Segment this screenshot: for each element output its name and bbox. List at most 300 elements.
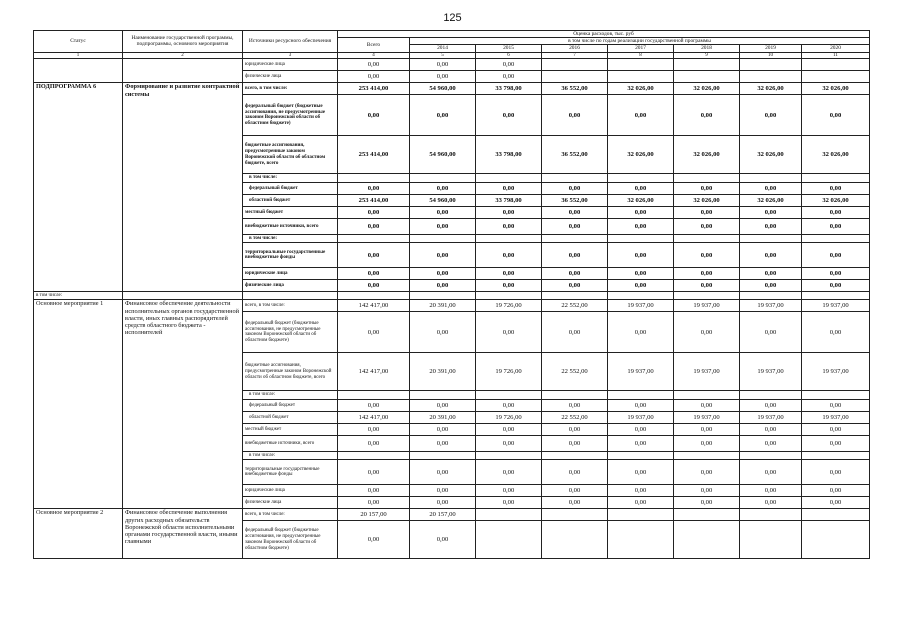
value-cell: 0,00 (802, 243, 870, 268)
value-cell: 20 391,00 (410, 300, 476, 312)
value-cell: 0,00 (802, 424, 870, 436)
value-cell: 0,00 (542, 183, 608, 195)
header-year: 2018 (674, 45, 740, 52)
value-cell: 0,00 (476, 485, 542, 497)
table-row (34, 71, 870, 83)
value-cell: 32 026,00 (802, 136, 870, 174)
value-cell (542, 509, 608, 521)
value-cell (338, 452, 410, 460)
value-cell (802, 521, 870, 559)
header-year: 2019 (740, 45, 802, 52)
empty-cell (740, 292, 802, 300)
value-cell: 22 552,00 (542, 353, 608, 391)
column-index: 4 (338, 52, 410, 59)
value-cell: 0,00 (338, 436, 410, 452)
value-cell: 0,00 (674, 183, 740, 195)
value-cell: 0,00 (338, 95, 410, 136)
value-cell: 32 026,00 (674, 136, 740, 174)
value-cell: 22 552,00 (542, 412, 608, 424)
value-cell (476, 235, 542, 243)
value-cell: 0,00 (802, 207, 870, 219)
status-cell: Основное мероприятие 1 (34, 300, 123, 509)
source-label: всего, в том числе: (243, 509, 338, 521)
value-cell: 0,00 (338, 312, 410, 353)
value-cell: 0,00 (476, 71, 542, 83)
value-cell: 0,00 (542, 436, 608, 452)
value-cell: 19 937,00 (740, 353, 802, 391)
source-label: всего, в том числе: (243, 83, 338, 95)
value-cell (476, 391, 542, 400)
table-row (34, 59, 870, 71)
source-label: внебюджетные источники, всего (243, 219, 338, 235)
value-cell (542, 521, 608, 559)
source-label: местный бюджет (243, 207, 338, 219)
value-cell: 0,00 (410, 183, 476, 195)
value-cell: 20 157,00 (338, 509, 410, 521)
value-cell: 0,00 (542, 95, 608, 136)
value-cell: 20 391,00 (410, 353, 476, 391)
value-cell (476, 452, 542, 460)
status-cell: Основное мероприятие 2 (34, 509, 123, 559)
value-cell: 0,00 (674, 497, 740, 509)
value-cell (542, 235, 608, 243)
value-cell (674, 521, 740, 559)
value-cell (740, 391, 802, 400)
value-cell (410, 235, 476, 243)
value-cell: 0,00 (338, 521, 410, 559)
value-cell: 0,00 (476, 207, 542, 219)
header-year: 2016 (542, 45, 608, 52)
value-cell: 0,00 (476, 95, 542, 136)
value-cell (674, 452, 740, 460)
column-index: 7 (542, 52, 608, 59)
source-label: внебюджетные источники, всего (243, 436, 338, 452)
value-cell: 0,00 (542, 485, 608, 497)
source-label: в том числе: (243, 174, 338, 183)
column-index: 9 (674, 52, 740, 59)
value-cell: 0,00 (802, 312, 870, 353)
value-cell: 0,00 (740, 207, 802, 219)
empty-cell (338, 292, 410, 300)
value-cell: 32 026,00 (740, 195, 802, 207)
value-cell: 0,00 (740, 280, 802, 292)
value-cell: 0,00 (410, 95, 476, 136)
value-cell (542, 174, 608, 183)
value-cell (608, 452, 674, 460)
source-label: физические лица (243, 280, 338, 292)
value-cell: 0,00 (674, 485, 740, 497)
value-cell: 0,00 (476, 183, 542, 195)
value-cell: 0,00 (674, 268, 740, 280)
value-cell (674, 235, 740, 243)
value-cell: 0,00 (542, 497, 608, 509)
table-header (34, 31, 870, 59)
empty-cell (243, 292, 338, 300)
value-cell: 0,00 (802, 400, 870, 412)
value-cell: 0,00 (608, 460, 674, 485)
value-cell: 32 026,00 (802, 195, 870, 207)
value-cell: 19 937,00 (740, 300, 802, 312)
header-status: Статус (34, 31, 123, 53)
value-cell: 0,00 (674, 219, 740, 235)
value-cell: 20 157,00 (410, 509, 476, 521)
value-cell: 0,00 (410, 280, 476, 292)
value-cell: 0,00 (338, 207, 410, 219)
value-cell: 19 937,00 (802, 353, 870, 391)
header-total: Всего (338, 38, 410, 52)
value-cell: 33 798,00 (476, 136, 542, 174)
source-label: юридические лица (243, 485, 338, 497)
value-cell (674, 174, 740, 183)
value-cell: 0,00 (542, 400, 608, 412)
budget-table (33, 30, 870, 559)
column-index: 10 (740, 52, 802, 59)
value-cell: 32 026,00 (674, 83, 740, 95)
value-cell: 20 391,00 (410, 412, 476, 424)
value-cell: 33 798,00 (476, 83, 542, 95)
value-cell: 0,00 (410, 59, 476, 71)
header-program-name: Наименование государственной программы, подпрограммы, основного мероприятия (123, 31, 243, 53)
in-total-label: в том числе: (34, 292, 123, 300)
column-index: 1 (34, 52, 123, 59)
value-cell: 0,00 (542, 460, 608, 485)
value-cell: 0,00 (338, 59, 410, 71)
value-cell: 0,00 (542, 219, 608, 235)
source-label: бюджетные ассигнования, предусмотренные законом Воронежской области об областном бюджете, всего (243, 136, 338, 174)
value-cell: 0,00 (338, 497, 410, 509)
value-cell (802, 391, 870, 400)
value-cell: 0,00 (740, 312, 802, 353)
value-cell: 0,00 (542, 312, 608, 353)
column-index: 11 (802, 52, 870, 59)
value-cell: 0,00 (608, 424, 674, 436)
header-sources: Источники ресурсного обеспечения (243, 31, 338, 53)
source-label: федеральный бюджет (243, 183, 338, 195)
value-cell: 0,00 (476, 268, 542, 280)
value-cell: 0,00 (410, 219, 476, 235)
value-cell: 19 937,00 (674, 412, 740, 424)
value-cell: 0,00 (674, 243, 740, 268)
value-cell: 0,00 (802, 460, 870, 485)
value-cell: 32 026,00 (674, 195, 740, 207)
value-cell: 0,00 (476, 280, 542, 292)
value-cell: 0,00 (740, 243, 802, 268)
value-cell: 0,00 (608, 183, 674, 195)
value-cell (740, 235, 802, 243)
value-cell: 36 552,00 (542, 136, 608, 174)
value-cell (674, 71, 740, 83)
value-cell (608, 509, 674, 521)
value-cell (410, 391, 476, 400)
table-row (34, 509, 870, 521)
value-cell: 0,00 (740, 460, 802, 485)
value-cell: 0,00 (740, 219, 802, 235)
value-cell: 0,00 (740, 268, 802, 280)
empty-cell (410, 292, 476, 300)
value-cell: 19 726,00 (476, 300, 542, 312)
value-cell (740, 71, 802, 83)
value-cell (410, 174, 476, 183)
status-cell: ПОДПРОГРАММА 6 (34, 83, 123, 292)
value-cell: 0,00 (608, 280, 674, 292)
value-cell: 0,00 (740, 485, 802, 497)
status-cell (34, 71, 123, 83)
value-cell: 0,00 (674, 95, 740, 136)
empty-cell (802, 292, 870, 300)
program-name-cell: Формирование и развитие контрактной системы (123, 83, 243, 292)
name-cell (123, 59, 243, 71)
value-cell: 0,00 (608, 219, 674, 235)
value-cell (476, 521, 542, 559)
source-label: федеральный бюджет (243, 400, 338, 412)
column-index: 5 (410, 52, 476, 59)
value-cell: 32 026,00 (608, 195, 674, 207)
program-name-cell: Финансовое обеспечение деятельности исполнительных органов государственной власти, иных главных распорядителей средств областного бюджета - исполнителей (123, 300, 243, 509)
value-cell: 36 552,00 (542, 195, 608, 207)
value-cell (802, 71, 870, 83)
value-cell: 32 026,00 (740, 136, 802, 174)
value-cell (410, 452, 476, 460)
source-label: местный бюджет (243, 424, 338, 436)
value-cell: 0,00 (608, 485, 674, 497)
column-index: 8 (608, 52, 674, 59)
table-row (34, 300, 870, 312)
value-cell: 0,00 (476, 424, 542, 436)
name-cell (123, 71, 243, 83)
value-cell: 0,00 (542, 424, 608, 436)
value-cell: 0,00 (338, 183, 410, 195)
value-cell: 22 552,00 (542, 300, 608, 312)
column-index: 3 (243, 52, 338, 59)
value-cell: 0,00 (542, 280, 608, 292)
value-cell: 0,00 (802, 95, 870, 136)
value-cell: 0,00 (674, 280, 740, 292)
source-label: юридические лица (243, 268, 338, 280)
value-cell: 0,00 (476, 219, 542, 235)
value-cell (476, 174, 542, 183)
value-cell (338, 391, 410, 400)
value-cell: 32 026,00 (608, 83, 674, 95)
value-cell: 32 026,00 (608, 136, 674, 174)
value-cell (608, 391, 674, 400)
value-cell: 0,00 (476, 59, 542, 71)
value-cell (608, 521, 674, 559)
value-cell: 19 726,00 (476, 353, 542, 391)
value-cell: 0,00 (410, 521, 476, 559)
value-cell: 0,00 (674, 424, 740, 436)
value-cell: 0,00 (410, 207, 476, 219)
value-cell (476, 509, 542, 521)
value-cell (802, 174, 870, 183)
value-cell: 0,00 (802, 485, 870, 497)
value-cell: 0,00 (410, 460, 476, 485)
source-label: областной бюджет (243, 195, 338, 207)
value-cell: 0,00 (338, 485, 410, 497)
empty-cell (123, 292, 243, 300)
value-cell: 32 026,00 (740, 83, 802, 95)
value-cell: 0,00 (410, 268, 476, 280)
source-label: территориальные государственные внебюджетные фонды (243, 460, 338, 485)
source-label: федеральный бюджет (бюджетные ассигнования, не предусмотренные законом Воронежской области об областном бюджете) (243, 521, 338, 559)
value-cell: 0,00 (608, 436, 674, 452)
value-cell: 36 552,00 (542, 83, 608, 95)
source-label: физические лица (243, 71, 338, 83)
source-label: областной бюджет (243, 412, 338, 424)
source-label: в том числе: (243, 235, 338, 243)
value-cell: 0,00 (608, 207, 674, 219)
value-cell: 0,00 (674, 400, 740, 412)
value-cell: 0,00 (802, 183, 870, 195)
value-cell: 0,00 (542, 243, 608, 268)
empty-cell (542, 292, 608, 300)
empty-cell (608, 292, 674, 300)
source-label: бюджетные ассигнования, предусмотренные законом Воронежской области об областном бюджете, всего (243, 353, 338, 391)
page-number: 125 (443, 12, 462, 24)
source-label: территориальные государственные внебюджетные фонды (243, 243, 338, 268)
value-cell (740, 174, 802, 183)
header-by-years: в том числе по годам реализации государственной программы (410, 38, 870, 45)
value-cell (740, 521, 802, 559)
value-cell: 0,00 (802, 268, 870, 280)
value-cell (338, 235, 410, 243)
value-cell: 0,00 (410, 497, 476, 509)
value-cell: 54 960,00 (410, 195, 476, 207)
value-cell: 0,00 (476, 436, 542, 452)
source-label: физические лица (243, 497, 338, 509)
empty-cell (674, 292, 740, 300)
value-cell (740, 452, 802, 460)
value-cell (542, 59, 608, 71)
value-cell: 0,00 (410, 243, 476, 268)
value-cell: 0,00 (740, 183, 802, 195)
value-cell: 0,00 (476, 400, 542, 412)
value-cell: 0,00 (410, 424, 476, 436)
value-cell: 0,00 (476, 460, 542, 485)
value-cell: 19 937,00 (740, 412, 802, 424)
value-cell: 0,00 (674, 312, 740, 353)
source-label: всего, в том числе: (243, 300, 338, 312)
value-cell: 0,00 (608, 497, 674, 509)
value-cell (542, 391, 608, 400)
value-cell (674, 509, 740, 521)
value-cell: 0,00 (338, 424, 410, 436)
value-cell: 0,00 (740, 497, 802, 509)
value-cell: 0,00 (802, 497, 870, 509)
header-year: 2014 (410, 45, 476, 52)
header-year: 2020 (802, 45, 870, 52)
value-cell: 54 960,00 (410, 83, 476, 95)
value-cell: 0,00 (802, 280, 870, 292)
value-cell: 0,00 (410, 400, 476, 412)
value-cell: 0,00 (608, 312, 674, 353)
value-cell: 19 937,00 (608, 412, 674, 424)
value-cell (608, 59, 674, 71)
header-year: 2015 (476, 45, 542, 52)
source-label: в том числе: (243, 452, 338, 460)
value-cell (740, 59, 802, 71)
value-cell: 0,00 (410, 436, 476, 452)
value-cell: 0,00 (410, 312, 476, 353)
value-cell (802, 452, 870, 460)
table-row (34, 83, 870, 95)
column-index: 6 (476, 52, 542, 59)
value-cell: 0,00 (338, 460, 410, 485)
value-cell: 0,00 (740, 400, 802, 412)
value-cell: 142 417,00 (338, 412, 410, 424)
value-cell (802, 59, 870, 71)
value-cell: 0,00 (338, 268, 410, 280)
value-cell: 0,00 (338, 71, 410, 83)
header-year: 2017 (608, 45, 674, 52)
value-cell: 253 414,00 (338, 195, 410, 207)
value-cell: 0,00 (608, 400, 674, 412)
value-cell: 0,00 (476, 497, 542, 509)
value-cell: 0,00 (410, 71, 476, 83)
value-cell: 0,00 (740, 424, 802, 436)
value-cell: 0,00 (740, 95, 802, 136)
value-cell: 19 937,00 (802, 412, 870, 424)
column-index: 2 (123, 52, 243, 59)
value-cell (542, 71, 608, 83)
value-cell: 0,00 (476, 243, 542, 268)
value-cell (608, 235, 674, 243)
value-cell: 19 937,00 (674, 300, 740, 312)
value-cell (802, 509, 870, 521)
value-cell: 0,00 (740, 436, 802, 452)
table-row (34, 292, 870, 300)
value-cell: 19 937,00 (674, 353, 740, 391)
value-cell: 253 414,00 (338, 83, 410, 95)
status-cell (34, 59, 123, 71)
value-cell: 0,00 (674, 460, 740, 485)
value-cell (608, 71, 674, 83)
value-cell: 142 417,00 (338, 353, 410, 391)
value-cell: 0,00 (802, 219, 870, 235)
source-label: федеральный бюджет (бюджетные ассигнования, не предусмотренные законом Воронежской области об областном бюджете) (243, 95, 338, 136)
value-cell: 253 414,00 (338, 136, 410, 174)
value-cell: 0,00 (674, 207, 740, 219)
empty-cell (476, 292, 542, 300)
value-cell: 0,00 (802, 436, 870, 452)
value-cell: 0,00 (338, 400, 410, 412)
value-cell: 0,00 (476, 312, 542, 353)
value-cell: 19 937,00 (802, 300, 870, 312)
source-label: юридические лица (243, 59, 338, 71)
value-cell (608, 174, 674, 183)
value-cell: 0,00 (542, 268, 608, 280)
value-cell: 0,00 (608, 268, 674, 280)
value-cell (542, 452, 608, 460)
value-cell (674, 391, 740, 400)
value-cell: 142 417,00 (338, 300, 410, 312)
value-cell: 0,00 (608, 95, 674, 136)
header-estimate: Оценка расходов, тыс. руб (338, 31, 870, 38)
value-cell: 54 960,00 (410, 136, 476, 174)
value-cell: 19 937,00 (608, 353, 674, 391)
value-cell: 0,00 (338, 243, 410, 268)
value-cell (338, 174, 410, 183)
value-cell (802, 235, 870, 243)
value-cell: 0,00 (338, 219, 410, 235)
program-name-cell: Финансовое обеспечение выполнения других расходных обязательств Воронежской области исполнительными органами государственной власти, иными главными (123, 509, 243, 559)
source-label: в том числе: (243, 391, 338, 400)
value-cell: 0,00 (674, 436, 740, 452)
value-cell: 0,00 (608, 243, 674, 268)
source-label: федеральный бюджет (бюджетные ассигнования, не предусмотренные законом Воронежской области об областном бюджете) (243, 312, 338, 353)
value-cell: 32 026,00 (802, 83, 870, 95)
value-cell: 33 798,00 (476, 195, 542, 207)
value-cell: 19 726,00 (476, 412, 542, 424)
